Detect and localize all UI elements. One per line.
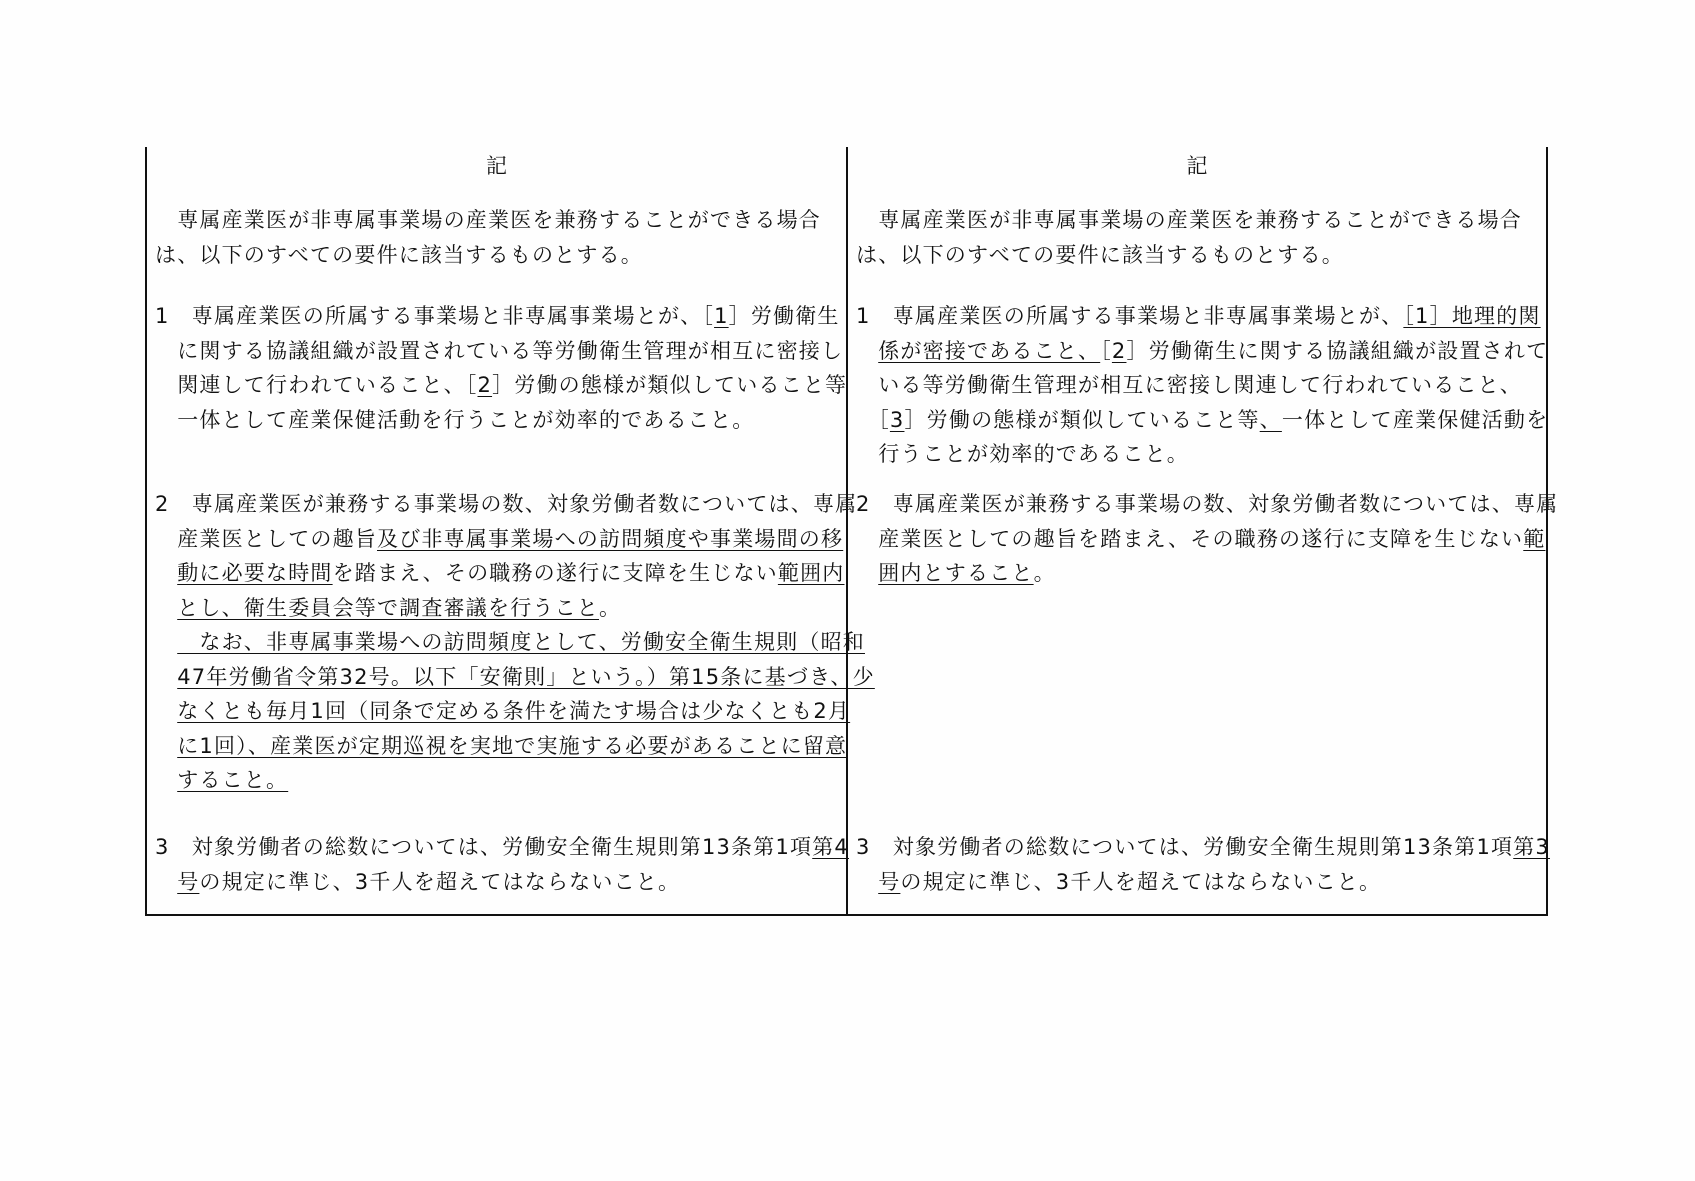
left-item-1 (155, 299, 848, 437)
text-segment (856, 870, 878, 894)
comparison-table (145, 147, 1559, 916)
text-segment: ］労働衛生に関する協議組織が設置されて (1126, 338, 1549, 363)
text-segment: 3 対象労働者の総数については、労働安全衛生規則第13条第1項 (155, 835, 813, 859)
text-segment: ］労働の態様が類似していること等 (904, 407, 1260, 432)
left-heading-ki: 記 (486, 154, 507, 178)
text-line (856, 403, 1549, 438)
text-segment: に関する協議組織が設置されている等労働衛生管理が相互に密接し (155, 338, 844, 363)
underlined-amendment: ［1］地理的関 (1403, 304, 1541, 328)
text-line (155, 660, 875, 695)
text-line (856, 334, 1549, 369)
text-segment: 行うことが効率的であること。 (856, 442, 1189, 466)
text-segment (155, 630, 177, 654)
text-segment: ］労働の態様が類似していること等 (492, 373, 848, 397)
text-segment: 3 対象労働者の総数については、労働安全衛生規則第13条第1項 (856, 835, 1514, 859)
underlined-amendment: 動に必要な時間 (177, 561, 333, 585)
text-segment (155, 768, 177, 792)
underlined-amendment: 3 (889, 407, 905, 432)
right-item-1 (856, 299, 1549, 472)
underlined-amendment: とし、衛生委員会等で調査審議を行うこと (177, 595, 600, 620)
text-segment: いる等労働衛生管理が相互に密接し関連して行われていること、 (856, 373, 1522, 397)
text-line (856, 437, 1536, 472)
text-line (856, 299, 1541, 334)
intro-line: は、以下のすべての要件に該当するものとする。 (856, 242, 1344, 267)
text-segment (856, 561, 878, 585)
underlined-amendment: なお、非専属事業場への訪問頻度として、労働安全衛生規則（昭和 (177, 630, 865, 654)
right-item-3 (856, 830, 1550, 899)
left-item-2 (155, 487, 875, 798)
right-column-current (848, 147, 1559, 914)
text-line (155, 729, 848, 764)
text-segment: ［ (856, 407, 890, 432)
text-line (155, 487, 858, 522)
text-line (155, 625, 865, 660)
underlined-amendment: 囲内とすること (878, 561, 1034, 585)
underlined-amendment: 47年労働省令第32号。以下「安衛則」という。）第15条に基づき、少 (177, 664, 875, 689)
text-segment: 関連して行われていること、［ (155, 373, 478, 397)
text-segment: 。 (599, 595, 622, 620)
text-line (155, 403, 836, 438)
text-segment: の規定に準じ、3千人を超えてはならないこと。 (900, 869, 1382, 894)
right-heading-ki: 記 (1186, 154, 1208, 178)
text-segment: ］労働衛生 (728, 304, 840, 328)
text-segment (856, 339, 878, 363)
text-segment: 。 (1033, 561, 1056, 585)
text-line (856, 487, 1559, 522)
text-line (155, 556, 845, 591)
text-segment: 2 専属産業医が兼務する事業場の数、対象労働者数については、専属 (155, 492, 858, 516)
underlined-amendment: 号 (177, 869, 200, 894)
text-line (155, 865, 836, 900)
text-segment (155, 699, 177, 723)
text-line (856, 830, 1550, 865)
underlined-amendment: 係が密接であること、 (878, 338, 1101, 363)
text-line (155, 763, 836, 798)
text-line (155, 368, 848, 403)
underlined-amendment: 第4 (812, 835, 849, 859)
text-segment (155, 870, 177, 894)
text-line (155, 522, 844, 557)
left-column-revised (147, 147, 875, 914)
text-segment: を踏まえ、その職務の遂行に支障を生じない (332, 561, 778, 585)
underlined-amendment: に1回）、産業医が定期巡視を実地で実施する必要があることに留意 (177, 733, 848, 758)
intro-line: 専属産業医が非専属事業場の産業医を兼務することができる場合 (155, 208, 821, 232)
underlined-amendment: 及び非専属事業場への訪問頻度や事業場間の移 (377, 526, 844, 551)
text-line (856, 368, 1536, 403)
intro-line: 専属産業医が非専属事業場の産業医を兼務することができる場合 (856, 208, 1522, 232)
text-line (856, 865, 1536, 900)
text-segment: の規定に準じ、3千人を超えてはならないこと。 (199, 869, 681, 894)
underlined-amendment: 第3 (1513, 835, 1550, 859)
underlined-amendment: 範囲内 (777, 561, 845, 585)
text-segment (155, 561, 177, 585)
text-line (155, 299, 840, 334)
text-segment: ［ (1100, 338, 1112, 363)
underlined-amendment: 2 (477, 373, 493, 397)
underlined-amendment: 1 (714, 304, 729, 328)
text-line (856, 556, 1536, 591)
text-segment: 2 専属産業医が兼務する事業場の数、対象労働者数については、専属 (856, 492, 1559, 516)
text-segment (155, 596, 177, 620)
text-segment: 1 専属産業医の所属する事業場と非専属事業場とが、［ (155, 304, 715, 328)
text-segment: 1 専属産業医の所属する事業場と非専属事業場とが、 (856, 304, 1404, 328)
underlined-amendment: なくとも毎月1回（同条で定める条件を満たす場合は少なくとも2月 (177, 699, 851, 723)
underlined-amendment: 、 (1259, 407, 1282, 432)
text-segment (155, 734, 177, 758)
text-line (155, 591, 836, 626)
underlined-amendment: 範 (1523, 526, 1546, 551)
text-line (155, 334, 844, 369)
text-segment: 一体として産業保健活動を行うことが効率的であること。 (155, 407, 755, 432)
underlined-amendment: 2 (1111, 338, 1127, 363)
right-intro-paragraph (856, 203, 1536, 272)
text-segment: 一体として産業保健活動を (1281, 407, 1549, 432)
underlined-amendment: すること。 (177, 768, 289, 792)
intro-line: は、以下のすべての要件に該当するものとする。 (155, 242, 643, 267)
text-line (155, 694, 851, 729)
text-segment: 産業医としての趣旨 (155, 526, 377, 551)
left-intro-paragraph (155, 203, 836, 272)
text-segment: 産業医としての趣旨を踏まえ、その職務の遂行に支障を生じない (856, 526, 1524, 551)
underlined-amendment: 号 (878, 869, 901, 894)
text-segment (155, 665, 177, 689)
left-item-3 (155, 830, 849, 899)
text-line (856, 522, 1546, 557)
right-item-2 (856, 487, 1559, 591)
text-line (155, 830, 849, 865)
